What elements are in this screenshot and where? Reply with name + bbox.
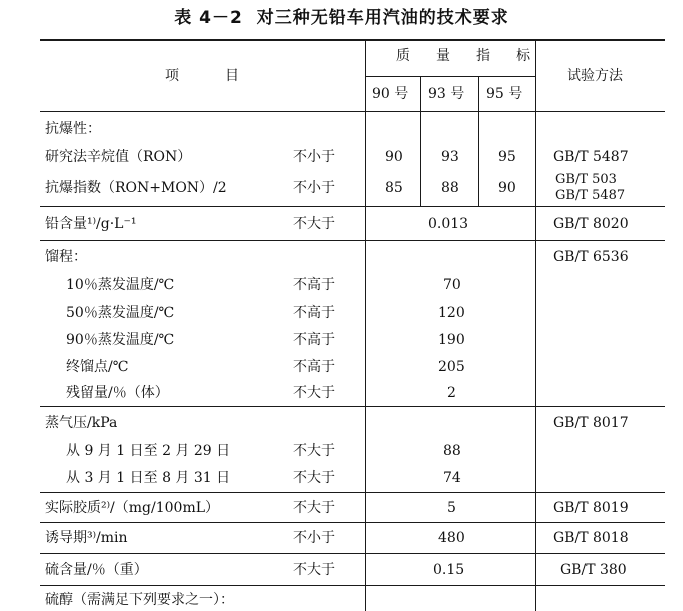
col-rule-method-left (535, 40, 536, 611)
row-condition: 不大于 (293, 385, 335, 401)
row-label: 残留量/％（体） (66, 385, 169, 401)
rule-after-lead (40, 240, 665, 241)
cell-value: 95 (498, 149, 516, 165)
row-label: 从 3 月 1 日至 8 月 31 日 (66, 470, 231, 486)
row-label: 铅含量¹⁾/g·L⁻¹ (45, 216, 137, 232)
row-label: 实际胶质²⁾/（mg/100mL） (45, 500, 220, 516)
row-condition: 不小于 (293, 530, 335, 546)
table-number: 表 4－2 (174, 8, 243, 28)
rule-after-knock (40, 206, 665, 207)
table-title (0, 3, 683, 28)
header-method: 试验方法 (567, 68, 623, 84)
row-condition: 不大于 (293, 470, 335, 486)
cell-value: 2 (447, 385, 456, 401)
row-label: 硫含量/％（重） (45, 562, 148, 578)
row-label: 终馏点/℃ (66, 359, 129, 375)
header-item: 项 目 (165, 68, 245, 84)
cell-value: 205 (438, 359, 465, 375)
row-condition: 不小于 (293, 180, 335, 196)
row-label: 抗爆性： (45, 121, 101, 137)
row-label: 90％蒸发温度/℃ (66, 332, 175, 348)
cell-method: GB/T 5487 (553, 149, 629, 165)
row-label: 50％蒸发温度/℃ (66, 305, 175, 321)
cell-method: GB/T 8019 (553, 500, 629, 516)
row-label: 抗爆指数（RON+MON）/2 (45, 180, 227, 196)
col-rule-93-95 (478, 76, 479, 206)
rule-header-bottom (40, 111, 665, 112)
header-grade-95: 95 号 (486, 86, 523, 102)
cell-value: 190 (438, 332, 465, 348)
row-label: 10％蒸发温度/℃ (66, 277, 175, 293)
row-condition: 不大于 (293, 443, 335, 459)
cell-method: GB/T 6536 (553, 249, 629, 265)
col-rule-quality-left (365, 40, 366, 611)
rule-after-induction (40, 553, 665, 554)
cell-method: GB/T 380 (560, 562, 627, 578)
cell-value: 90 (385, 149, 403, 165)
row-condition: 不高于 (293, 305, 335, 321)
cell-value: 88 (441, 180, 459, 196)
cell-method: GB/T 503 (555, 172, 617, 187)
rule-grade-header (365, 76, 535, 77)
row-label: 研究法辛烷值（RON） (45, 149, 192, 165)
row-condition: 不高于 (293, 277, 335, 293)
header-quality: 质 量 指 标 (396, 48, 536, 64)
cell-value: 0.013 (428, 216, 469, 232)
cell-method: GB/T 8020 (553, 216, 629, 232)
cell-value: 93 (441, 149, 459, 165)
cell-value: 85 (385, 180, 403, 196)
row-condition: 不大于 (293, 216, 335, 232)
rule-after-distillation (40, 406, 665, 407)
col-rule-90-93 (420, 76, 421, 206)
cell-method: GB/T 8017 (553, 415, 629, 431)
row-label: 馏程： (45, 249, 87, 265)
cell-value: 70 (443, 277, 461, 293)
cell-method: GB/T 8018 (553, 530, 629, 546)
row-label: 诱导期³⁾/min (45, 530, 128, 546)
cell-value: 0.15 (433, 562, 465, 578)
rule-top (40, 39, 665, 41)
row-condition: 不小于 (293, 149, 335, 165)
rule-after-vapor (40, 492, 665, 493)
row-condition: 不大于 (293, 500, 335, 516)
rule-after-sulfur (40, 585, 665, 586)
cell-value: 74 (443, 470, 461, 486)
row-label: 从 9 月 1 日至 2 月 29 日 (66, 443, 231, 459)
row-condition: 不高于 (293, 359, 335, 375)
cell-value: 88 (443, 443, 461, 459)
cell-value: 480 (438, 530, 465, 546)
row-label: 蒸气压/kPa (45, 415, 118, 431)
cell-value: 90 (498, 180, 516, 196)
header-grade-93: 93 号 (428, 86, 465, 102)
row-label: 硫醇（需满足下列要求之一）： (45, 592, 234, 608)
cell-method: GB/T 5487 (555, 188, 626, 203)
header-grade-90: 90 号 (372, 86, 409, 102)
cell-value: 5 (447, 500, 456, 516)
rule-after-gum (40, 522, 665, 523)
row-condition: 不大于 (293, 562, 335, 578)
cell-value: 120 (438, 305, 465, 321)
row-condition: 不高于 (293, 332, 335, 348)
table-title-text: 对三种无铅车用汽油的技术要求 (256, 8, 509, 28)
